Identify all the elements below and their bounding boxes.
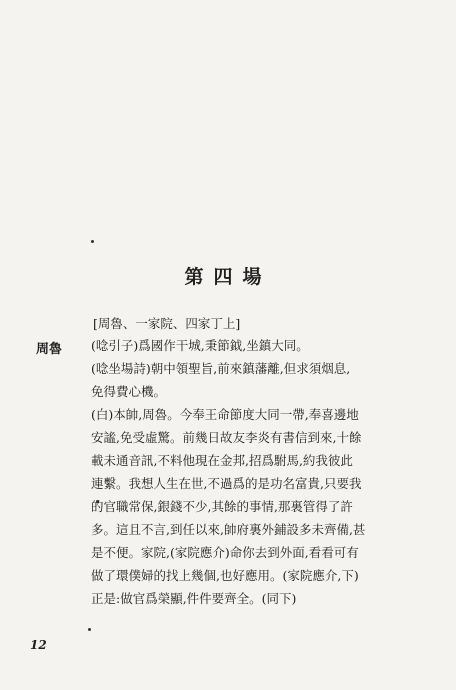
text-line: 的官職常保,銀錢不少,其餘的事情,那裏管得了許 bbox=[91, 499, 353, 514]
ink-speck bbox=[88, 628, 91, 631]
text-line: 安謐,免受虛驚。前幾日故友李炎有書信到來,十餘 bbox=[91, 430, 362, 445]
text-line: (唸坐場詩)朝中領聖旨,前來鎮藩離,但求須烟息, bbox=[91, 361, 351, 376]
text-line: 做了環僕婦的找上幾個,也好應用。(家院應介,下) bbox=[91, 568, 359, 583]
page-number: 12 bbox=[30, 638, 47, 652]
text-line: 多。這且不言,到任以來,帥府裏外鋪設多未齊備,甚 bbox=[91, 522, 366, 537]
text-line: (白)本帥,周魯。今奉王命節度大同一帶,奉喜邊地 bbox=[91, 407, 359, 422]
ink-speck bbox=[91, 240, 94, 243]
text-line: (唸引子)爲國作干城,秉節鉞,坐鎮大同。 bbox=[91, 338, 309, 353]
text-line: 載未通音訊,不料他現在金邦,招爲駙馬,約我彼此 bbox=[91, 453, 353, 468]
text-line: 連繫。我想人生在世,不過爲的是功名富貴,只要我 bbox=[91, 476, 362, 491]
text-line: 是不便。家院,(家院應介)命你去到外面,看看可有 bbox=[91, 545, 359, 560]
text-line: 免得費心機。 bbox=[91, 384, 167, 399]
scene-title: 第四場 bbox=[184, 266, 272, 288]
stage-direction: [周魯、一家院、四家丁上] bbox=[93, 316, 241, 331]
speaker-name: 周魯 bbox=[36, 342, 63, 357]
text-line: 正是:做官爲榮顯,件件要齊全。(同下) bbox=[91, 591, 297, 606]
